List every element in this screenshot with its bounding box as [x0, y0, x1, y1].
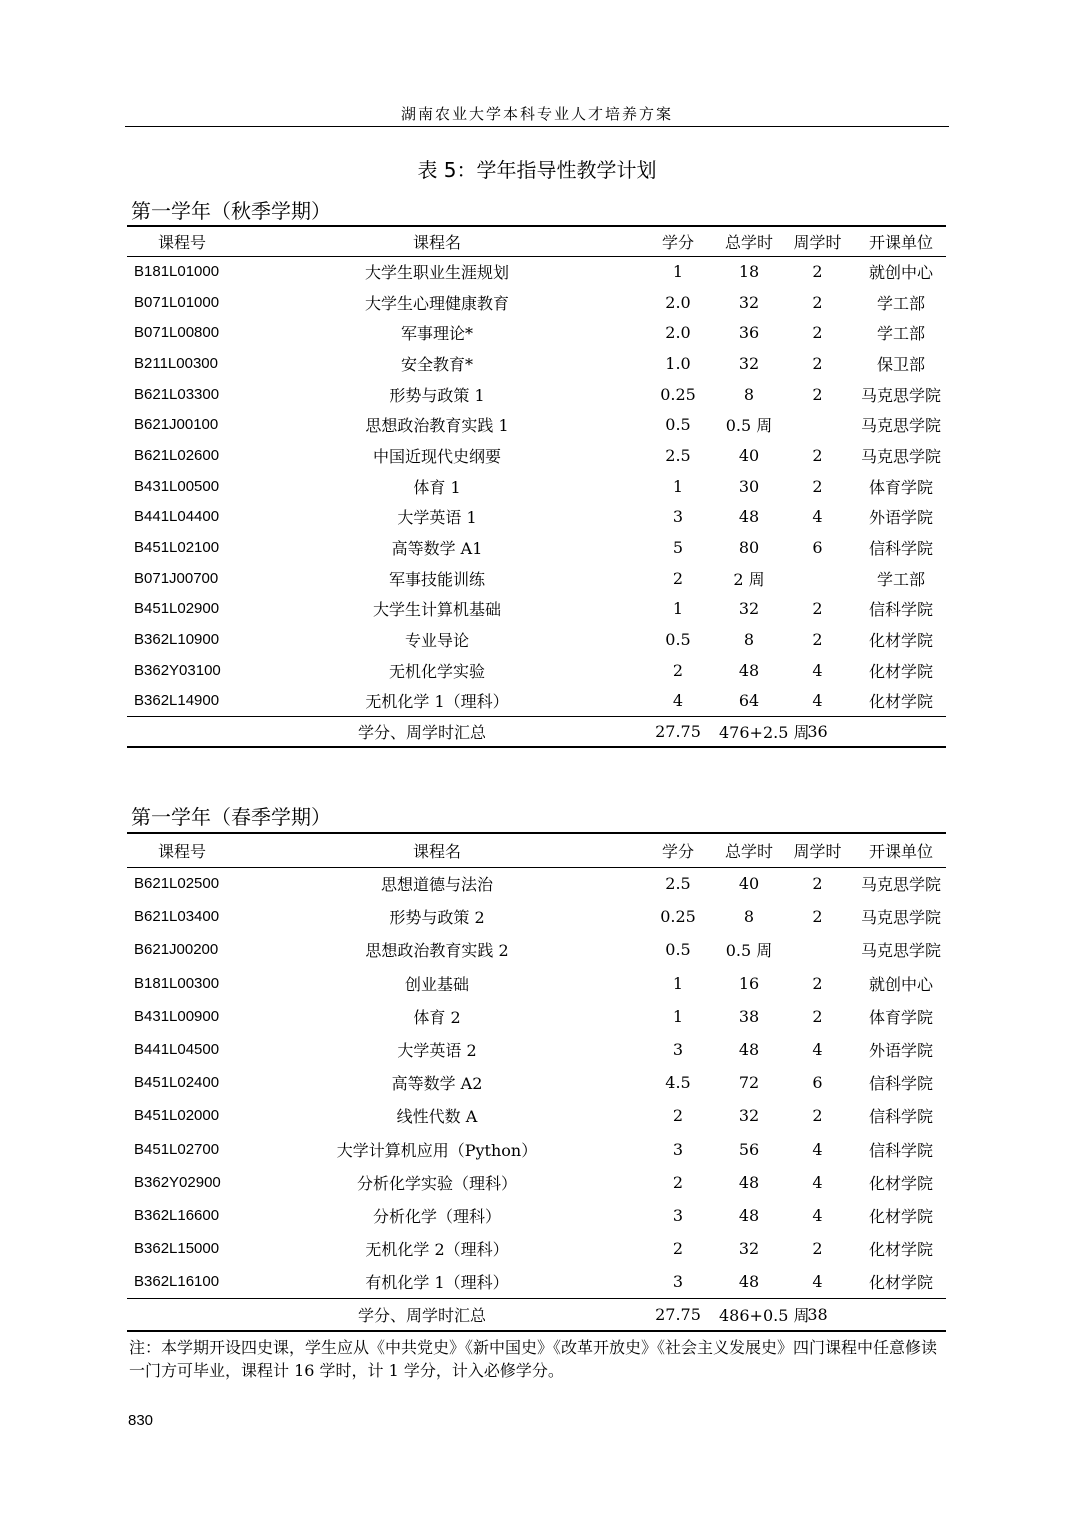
summary-label: 学分、周学时汇总 — [127, 1298, 637, 1331]
table-row — [127, 686, 946, 717]
page-header-title: 湖南农业大学本科专业人才培养方案 — [400, 105, 673, 123]
cell-name: 军事技能训练 — [388, 569, 485, 589]
cell-code: B211L00300 — [134, 354, 218, 372]
cell-credit: 1.0 — [665, 353, 691, 373]
cell-credit: 3 — [672, 1272, 684, 1292]
cell-name: 体育 1 — [413, 477, 461, 497]
cell-credit: 2 — [672, 1239, 684, 1259]
cell-code: B362Y02900 — [134, 1173, 221, 1191]
cell-name: 高等数学 A2 — [391, 1074, 483, 1094]
cell-dept: 化材学院 — [868, 1273, 933, 1293]
cell-credit: 1 — [672, 1006, 684, 1026]
table-row — [127, 1232, 946, 1265]
table-row — [127, 967, 946, 1000]
cell-dept: 外语学院 — [868, 508, 933, 528]
cell-dept: 就创中心 — [868, 263, 933, 283]
summary-credit: 27.75 — [637, 1298, 719, 1331]
cell-credit: 1 — [672, 262, 684, 282]
cell-dept: 化材学院 — [868, 661, 933, 681]
cell-credit: 3 — [672, 1139, 684, 1159]
cell-weekly — [779, 563, 856, 594]
cell-name: 大学计算机应用（Python） — [336, 1140, 538, 1160]
cell-dept: 就创中心 — [868, 974, 933, 994]
summary-hours: 486+0.5 周 — [719, 1298, 779, 1331]
cell-name: 创业基础 — [404, 974, 469, 994]
table-row — [127, 532, 946, 563]
cell-weekly: 2 — [812, 476, 823, 496]
cell-code: B181L00300 — [134, 974, 220, 992]
table-row — [127, 563, 946, 594]
cell-name: 高等数学 A1 — [391, 539, 483, 559]
cell-dept: 外语学院 — [868, 1041, 933, 1061]
cell-credit: 0.25 — [660, 384, 696, 404]
cell-hours: 48 — [738, 1272, 760, 1292]
cell-weekly: 2 — [812, 1106, 823, 1126]
cell-dept: 信科学院 — [868, 600, 933, 620]
autumn-course-table — [127, 225, 946, 748]
cell-credit: 2 — [672, 660, 684, 680]
page-number: 830 — [128, 1412, 154, 1429]
cell-dept: 化材学院 — [868, 1206, 933, 1226]
table-title: 表 5：学年指导性教学计划 — [417, 158, 657, 182]
cell-hours: 48 — [738, 1205, 760, 1225]
cell-hours: 80 — [738, 538, 760, 558]
cell-hours: 36 — [738, 323, 760, 343]
table-header-row — [127, 833, 946, 867]
cell-weekly: 2 — [812, 445, 823, 465]
cell-weekly: 4 — [812, 1040, 823, 1060]
cell-code: B621L03400 — [134, 908, 220, 926]
cell-name: 专业导论 — [404, 631, 469, 651]
cell-weekly: 2 — [812, 384, 823, 404]
column-header-credit: 学分 — [637, 833, 719, 867]
table-row — [127, 256, 946, 287]
table-row — [127, 409, 946, 440]
cell-code: B451L02000 — [134, 1107, 220, 1125]
cell-weekly: 4 — [812, 507, 823, 527]
cell-name: 思想政治教育实践 1 — [365, 416, 509, 436]
cell-hours: 30 — [738, 476, 760, 496]
cell-credit: 2.5 — [665, 874, 691, 894]
table-row — [127, 933, 946, 966]
cell-dept: 马克思学院 — [860, 385, 941, 405]
cell-credit: 0.5 — [665, 940, 691, 960]
cell-dept: 体育学院 — [868, 1007, 933, 1027]
autumn-summary-row — [127, 716, 946, 747]
cell-weekly: 4 — [812, 1205, 823, 1225]
cell-name: 军事理论* — [400, 324, 473, 344]
cell-code: B071L00800 — [134, 324, 220, 342]
cell-name: 思想政治教育实践 2 — [365, 941, 509, 961]
cell-credit: 4.5 — [665, 1073, 691, 1093]
table-row — [127, 440, 946, 471]
cell-credit: 2.5 — [665, 445, 691, 465]
cell-hours: 48 — [738, 1172, 760, 1192]
cell-dept: 保卫部 — [876, 354, 925, 374]
cell-credit: 0.5 — [665, 630, 691, 650]
cell-weekly: 2 — [812, 630, 823, 650]
cell-code: B621J00200 — [134, 941, 219, 959]
cell-code: B071L01000 — [134, 293, 220, 311]
cell-hours: 48 — [738, 660, 760, 680]
cell-name: 有机化学 1（理科） — [365, 1273, 509, 1293]
cell-dept: 马克思学院 — [860, 875, 941, 895]
cell-credit: 5 — [672, 538, 684, 558]
cell-code: B071J00700 — [134, 569, 219, 587]
cell-weekly: 6 — [812, 538, 823, 558]
cell-weekly: 2 — [812, 973, 823, 993]
column-header-weekly: 周学时 — [779, 833, 856, 867]
cell-hours: 32 — [738, 599, 760, 619]
cell-hours: 8 — [743, 907, 755, 927]
cell-name: 无机化学 1（理科） — [365, 692, 509, 712]
cell-dept: 信科学院 — [868, 539, 933, 559]
cell-name: 大学生心理健康教育 — [364, 293, 509, 313]
table-row — [127, 1066, 946, 1099]
cell-code: B362L16600 — [134, 1206, 220, 1224]
cell-dept: 马克思学院 — [860, 416, 941, 436]
cell-code: B621J00100 — [134, 416, 219, 434]
summary-dept — [856, 1298, 946, 1331]
footnote: 注：本学期开设四史课，学生应从《中共党史》《新中国史》《改革开放史》《社会主义发展史》四门课程中任意修读一门方可毕业，课程计 16 学时，计 1 学分，计入必修学分。 — [129, 1338, 938, 1380]
cell-name: 大学英语 1 — [397, 508, 477, 528]
cell-code: B451L02400 — [134, 1074, 220, 1092]
cell-name: 形势与政策 1 — [389, 385, 485, 405]
spring-table-body — [127, 867, 946, 1298]
cell-weekly: 2 — [812, 292, 823, 312]
cell-hours: 0.5 周 — [725, 416, 773, 436]
cell-name: 无机化学 2（理科） — [365, 1240, 509, 1260]
cell-hours: 48 — [738, 507, 760, 527]
table-row — [127, 900, 946, 933]
cell-name: 体育 2 — [413, 1007, 461, 1027]
cell-code: B621L03300 — [134, 385, 220, 403]
cell-name: 安全教育* — [400, 354, 473, 374]
cell-name: 分析化学实验（理科） — [356, 1173, 517, 1193]
cell-dept: 学工部 — [876, 324, 925, 344]
table-row — [127, 348, 946, 379]
cell-hours: 40 — [738, 445, 760, 465]
cell-code: B441L04400 — [134, 508, 220, 526]
cell-hours: 0.5 周 — [725, 941, 773, 961]
cell-hours: 38 — [738, 1006, 760, 1026]
cell-hours: 64 — [738, 691, 760, 711]
cell-credit: 2 — [672, 1106, 684, 1126]
cell-credit: 2 — [672, 568, 684, 588]
cell-name: 线性代数 A — [396, 1107, 478, 1127]
cell-hours: 48 — [738, 1040, 760, 1060]
cell-code: B451L02700 — [134, 1140, 220, 1158]
cell-dept: 化材学院 — [868, 1240, 933, 1260]
cell-code: B431L00500 — [134, 477, 220, 495]
cell-hours: 32 — [738, 292, 760, 312]
cell-credit: 2.0 — [665, 292, 691, 312]
cell-hours: 32 — [738, 353, 760, 373]
cell-code: B451L02900 — [134, 600, 220, 618]
cell-name: 中国近现代史纲要 — [372, 446, 501, 466]
cell-credit: 2 — [672, 1172, 684, 1192]
spring-course-table — [127, 832, 946, 1332]
summary-dept — [856, 716, 946, 747]
autumn-semester-title: 第一学年（秋季学期） — [131, 199, 331, 223]
column-header-name: 课程名 — [237, 833, 637, 867]
cell-dept: 化材学院 — [868, 692, 933, 712]
cell-credit: 3 — [672, 1205, 684, 1225]
cell-weekly — [779, 409, 856, 440]
cell-name: 大学生职业生涯规划 — [364, 263, 509, 283]
cell-weekly: 2 — [812, 599, 823, 619]
cell-weekly: 4 — [812, 1139, 823, 1159]
cell-dept: 体育学院 — [868, 477, 933, 497]
cell-dept: 信科学院 — [868, 1107, 933, 1127]
table-row — [127, 1199, 946, 1232]
cell-hours: 40 — [738, 874, 760, 894]
cell-name: 大学英语 2 — [397, 1041, 477, 1061]
cell-weekly: 2 — [812, 1006, 823, 1026]
table-row — [127, 1133, 946, 1166]
table-row — [127, 867, 946, 900]
column-header-weekly: 周学时 — [779, 226, 856, 256]
table-row — [127, 624, 946, 655]
cell-weekly: 2 — [812, 323, 823, 343]
column-header-hours: 总学时 — [719, 226, 779, 256]
autumn-table-body — [127, 256, 946, 716]
cell-weekly: 4 — [812, 1172, 823, 1192]
cell-weekly: 6 — [812, 1073, 823, 1093]
cell-dept: 学工部 — [876, 569, 925, 589]
cell-code: B181L01000 — [134, 263, 220, 281]
cell-weekly: 4 — [812, 691, 823, 711]
cell-credit: 1 — [672, 476, 684, 496]
cell-weekly: 2 — [812, 262, 823, 282]
column-header-credit: 学分 — [637, 226, 719, 256]
cell-code: B362L14900 — [134, 692, 220, 710]
cell-credit: 2.0 — [665, 323, 691, 343]
cell-credit: 0.25 — [660, 907, 696, 927]
table-row — [127, 287, 946, 318]
table-row — [127, 594, 946, 625]
cell-credit: 1 — [672, 973, 684, 993]
table-row — [127, 1166, 946, 1199]
cell-code: B451L02100 — [134, 539, 220, 557]
cell-dept: 马克思学院 — [860, 941, 941, 961]
summary-label: 学分、周学时汇总 — [127, 716, 637, 747]
cell-code: B362L16100 — [134, 1273, 220, 1291]
cell-weekly — [779, 933, 856, 966]
cell-dept: 马克思学院 — [860, 446, 941, 466]
summary-weekly: 38 — [779, 1298, 856, 1331]
table-row — [127, 1265, 946, 1298]
cell-hours: 18 — [738, 262, 760, 282]
column-header-code: 课程号 — [127, 226, 237, 256]
summary-credit: 27.75 — [637, 716, 719, 747]
table-row — [127, 379, 946, 410]
cell-credit: 1 — [672, 599, 684, 619]
cell-name: 分析化学（理科） — [372, 1206, 501, 1226]
cell-code: B621L02600 — [134, 446, 220, 464]
table-row — [127, 471, 946, 502]
table-row — [127, 1000, 946, 1033]
cell-dept: 化材学院 — [868, 631, 933, 651]
cell-credit: 0.5 — [665, 415, 691, 435]
table-row — [127, 1033, 946, 1066]
cell-hours: 8 — [743, 630, 755, 650]
cell-hours: 8 — [743, 384, 755, 404]
cell-weekly: 2 — [812, 353, 823, 373]
cell-code: B362L10900 — [134, 631, 220, 649]
spring-semester-title: 第一学年（春季学期） — [131, 805, 331, 829]
cell-name: 形势与政策 2 — [389, 908, 485, 928]
summary-weekly: 36 — [779, 716, 856, 747]
cell-weekly: 2 — [812, 907, 823, 927]
table-row — [127, 655, 946, 686]
cell-dept: 信科学院 — [868, 1140, 933, 1160]
summary-hours: 476+2.5 周 — [719, 716, 779, 747]
table-header-row — [127, 226, 946, 256]
spring-summary-row — [127, 1298, 946, 1331]
cell-dept: 学工部 — [876, 293, 925, 313]
cell-code: B362L15000 — [134, 1240, 220, 1258]
cell-hours: 72 — [738, 1073, 760, 1093]
cell-credit: 4 — [672, 691, 684, 711]
cell-weekly: 4 — [812, 660, 823, 680]
cell-hours: 32 — [738, 1106, 760, 1126]
column-header-dept: 开课单位 — [856, 833, 946, 867]
cell-credit: 3 — [672, 1040, 684, 1060]
table-row — [127, 317, 946, 348]
cell-code: B362Y03100 — [134, 661, 221, 679]
header-rule — [125, 126, 949, 127]
column-header-dept: 开课单位 — [856, 226, 946, 256]
cell-name: 无机化学实验 — [388, 661, 485, 681]
column-header-hours: 总学时 — [719, 833, 779, 867]
cell-credit: 3 — [672, 507, 684, 527]
cell-hours: 32 — [738, 1239, 760, 1259]
cell-weekly: 2 — [812, 874, 823, 894]
cell-dept: 化材学院 — [868, 1173, 933, 1193]
column-header-code: 课程号 — [127, 833, 237, 867]
cell-name: 思想道德与法治 — [380, 875, 493, 895]
cell-code: B441L04500 — [134, 1041, 220, 1059]
column-header-name: 课程名 — [237, 226, 637, 256]
cell-weekly: 2 — [812, 1239, 823, 1259]
cell-dept: 马克思学院 — [860, 908, 941, 928]
cell-hours: 2 周 — [733, 569, 765, 589]
cell-code: B431L00900 — [134, 1007, 220, 1025]
cell-hours: 56 — [738, 1139, 760, 1159]
table-row — [127, 502, 946, 533]
cell-code: B621L02500 — [134, 875, 220, 893]
cell-name: 大学生计算机基础 — [372, 600, 501, 620]
table-row — [127, 1099, 946, 1132]
cell-weekly: 4 — [812, 1272, 823, 1292]
cell-dept: 信科学院 — [868, 1074, 933, 1094]
cell-hours: 16 — [738, 973, 760, 993]
